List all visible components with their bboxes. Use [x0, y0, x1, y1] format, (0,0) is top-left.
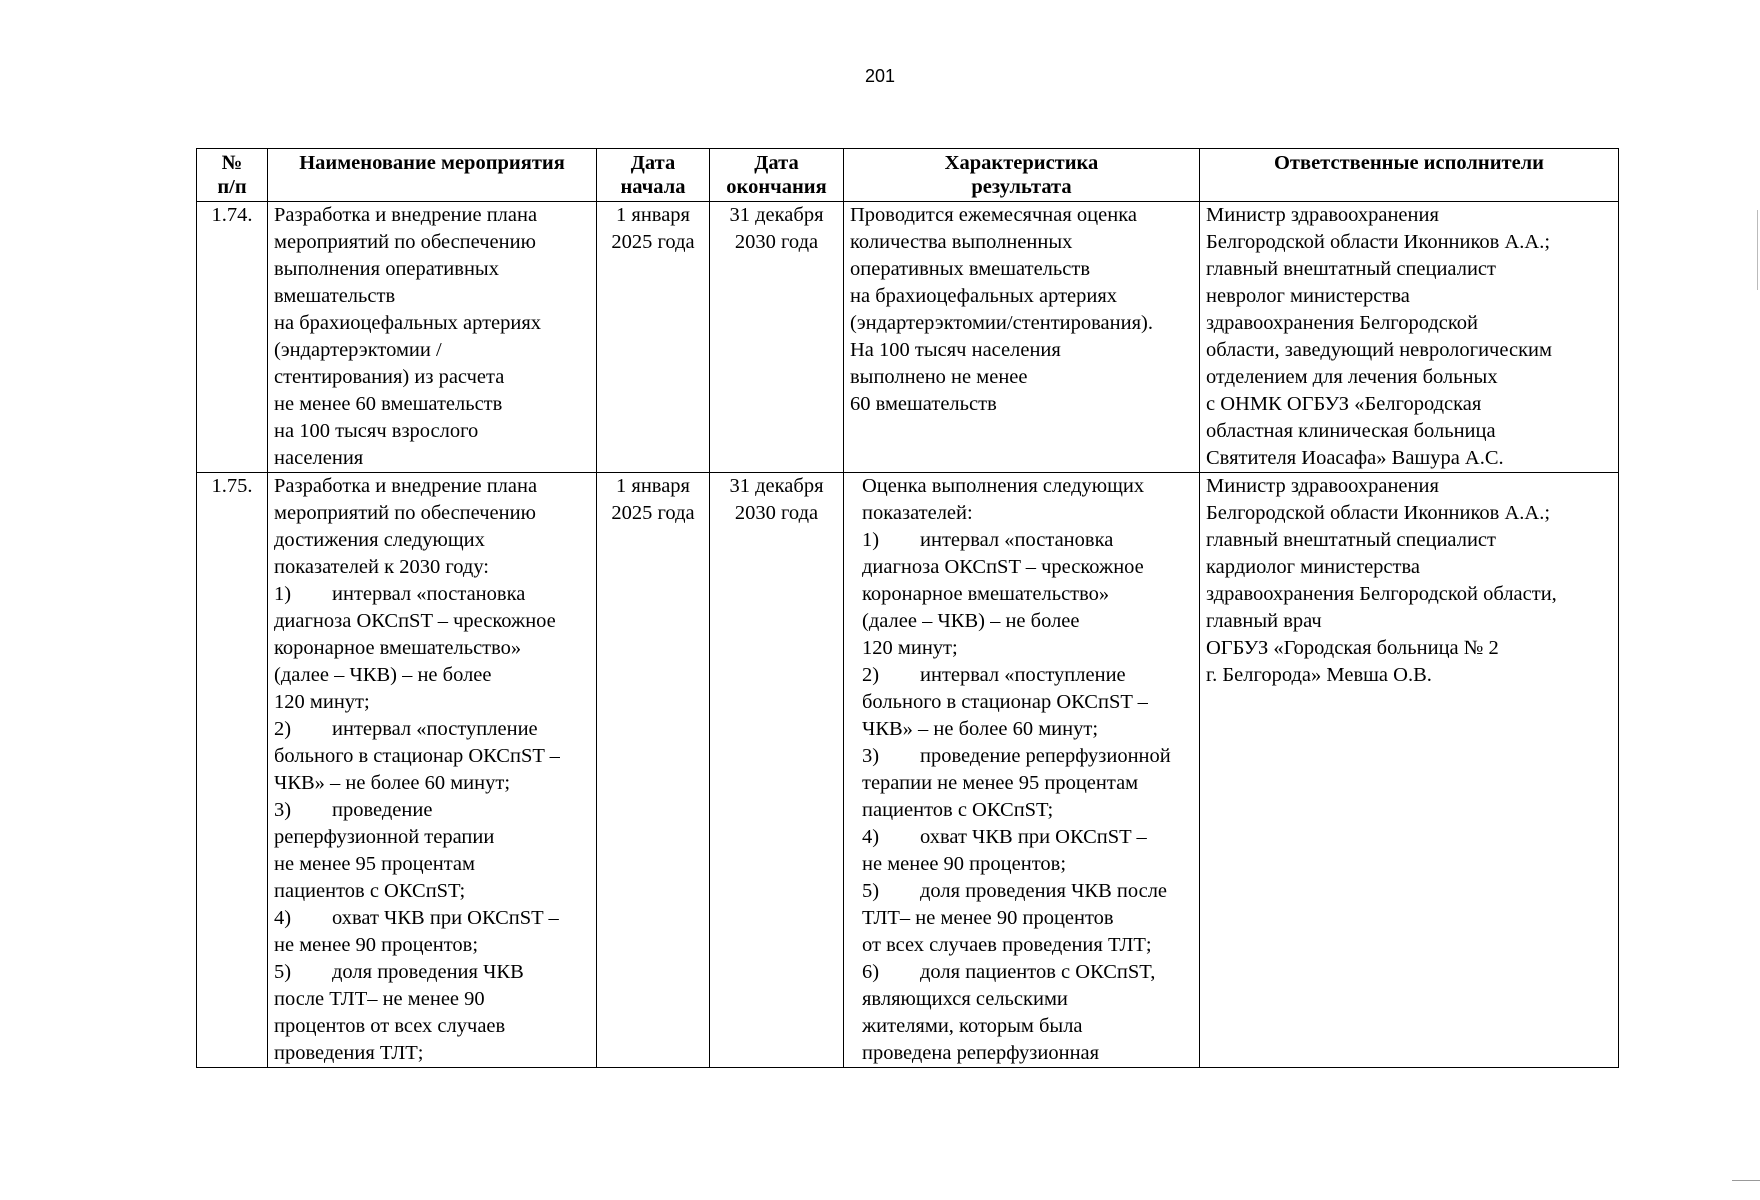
start-date: 1 января 2025 года: [597, 473, 710, 1068]
page-number: 201: [864, 66, 896, 86]
table-row: [197, 473, 1619, 1068]
table-row: [197, 202, 1619, 473]
activities-table: [196, 148, 1619, 1068]
responsible-persons: Министр здравоохранения Белгородской области Иконников А.А.; главный внештатный специалист кардиолог министерства здравоохранения Белгородской области, главный врач ОГБУЗ «Городская больница № 2 г. Белгорода» Мевша О.В.: [1200, 473, 1619, 1068]
activity-name: Разработка и внедрение плана мероприятий по обеспечению достижения следующих показателей к 2030 году: 1) интервал «постановка диагноза ОКСпST – чрескожное коронарное вмешательство» (далее – ЧКВ) – не более 120 минут; 2) интервал «поступление больного в стационар ОКСпST – ЧКВ» – не более 60 минут; 3) проведение реперфузионной терапии не менее 95 процентам пациентов с ОКСпST; 4) охват ЧКВ при ОКСпST – не менее 90 процентов; 5) доля проведения ЧКВ после ТЛТ– не менее 90 процентов от всех случаев проведения ТЛТ;: [268, 473, 597, 1068]
result-description: Оценка выполнения следующих показателей: 1) интервал «постановка диагноза ОКСпST – чрескожное коронарное вмешательство» (далее – ЧКВ) – не более 120 минут; 2) интервал «поступление больного в стационар ОКСпST – ЧКВ» – не более 60 минут; 3) проведение реперфузионной терапии не менее 95 процентам пациентов с ОКСпST; 4) охват ЧКВ при ОКСпST – не менее 90 процентов; 5) доля проведения ЧКВ после ТЛТ– не менее 90 процентов от всех случаев проведения ТЛТ; 6) доля пациентов с ОКСпST, являющихся сельскими жителями, которым была проведена реперфузионная: [844, 473, 1200, 1068]
scan-artifact-line: [1757, 210, 1758, 290]
header-start-date: Дата начала: [597, 149, 710, 202]
header-num: № п/п: [197, 149, 268, 202]
header-name: Наименование мероприятия: [268, 149, 597, 202]
scan-artifact-line: [1732, 1180, 1760, 1181]
header-end-date: Дата окончания: [710, 149, 844, 202]
responsible-persons: Министр здравоохранения Белгородской области Иконников А.А.; главный внештатный специалист невролог министерства здравоохранения Белгородской области, заведующий неврологическим отделением для лечения больных с ОНМК ОГБУЗ «Белгородская областная клиническая больница Святителя Иоасафа» Вашура А.С.: [1200, 202, 1619, 473]
table-header-row: [197, 149, 1619, 202]
header-result: Характеристика результата: [844, 149, 1200, 202]
end-date: 31 декабря 2030 года: [710, 202, 844, 473]
end-date: 31 декабря 2030 года: [710, 473, 844, 1068]
row-number: 1.74.: [197, 202, 268, 473]
row-number: 1.75.: [197, 473, 268, 1068]
result-description: Проводится ежемесячная оценка количества выполненных оперативных вмешательств на брахиоцефальных артериях (эндартерэктомии/стентирования). На 100 тысяч населения выполнено не менее 60 вмешательств: [844, 202, 1200, 473]
header-responsible: Ответственные исполнители: [1200, 149, 1619, 202]
start-date: 1 января 2025 года: [597, 202, 710, 473]
activity-name: Разработка и внедрение плана мероприятий по обеспечению выполнения оперативных вмешательств на брахиоцефальных артериях (эндартерэктомии / стентирования) из расчета не менее 60 вмешательств на 100 тысяч взрослого населения: [268, 202, 597, 473]
